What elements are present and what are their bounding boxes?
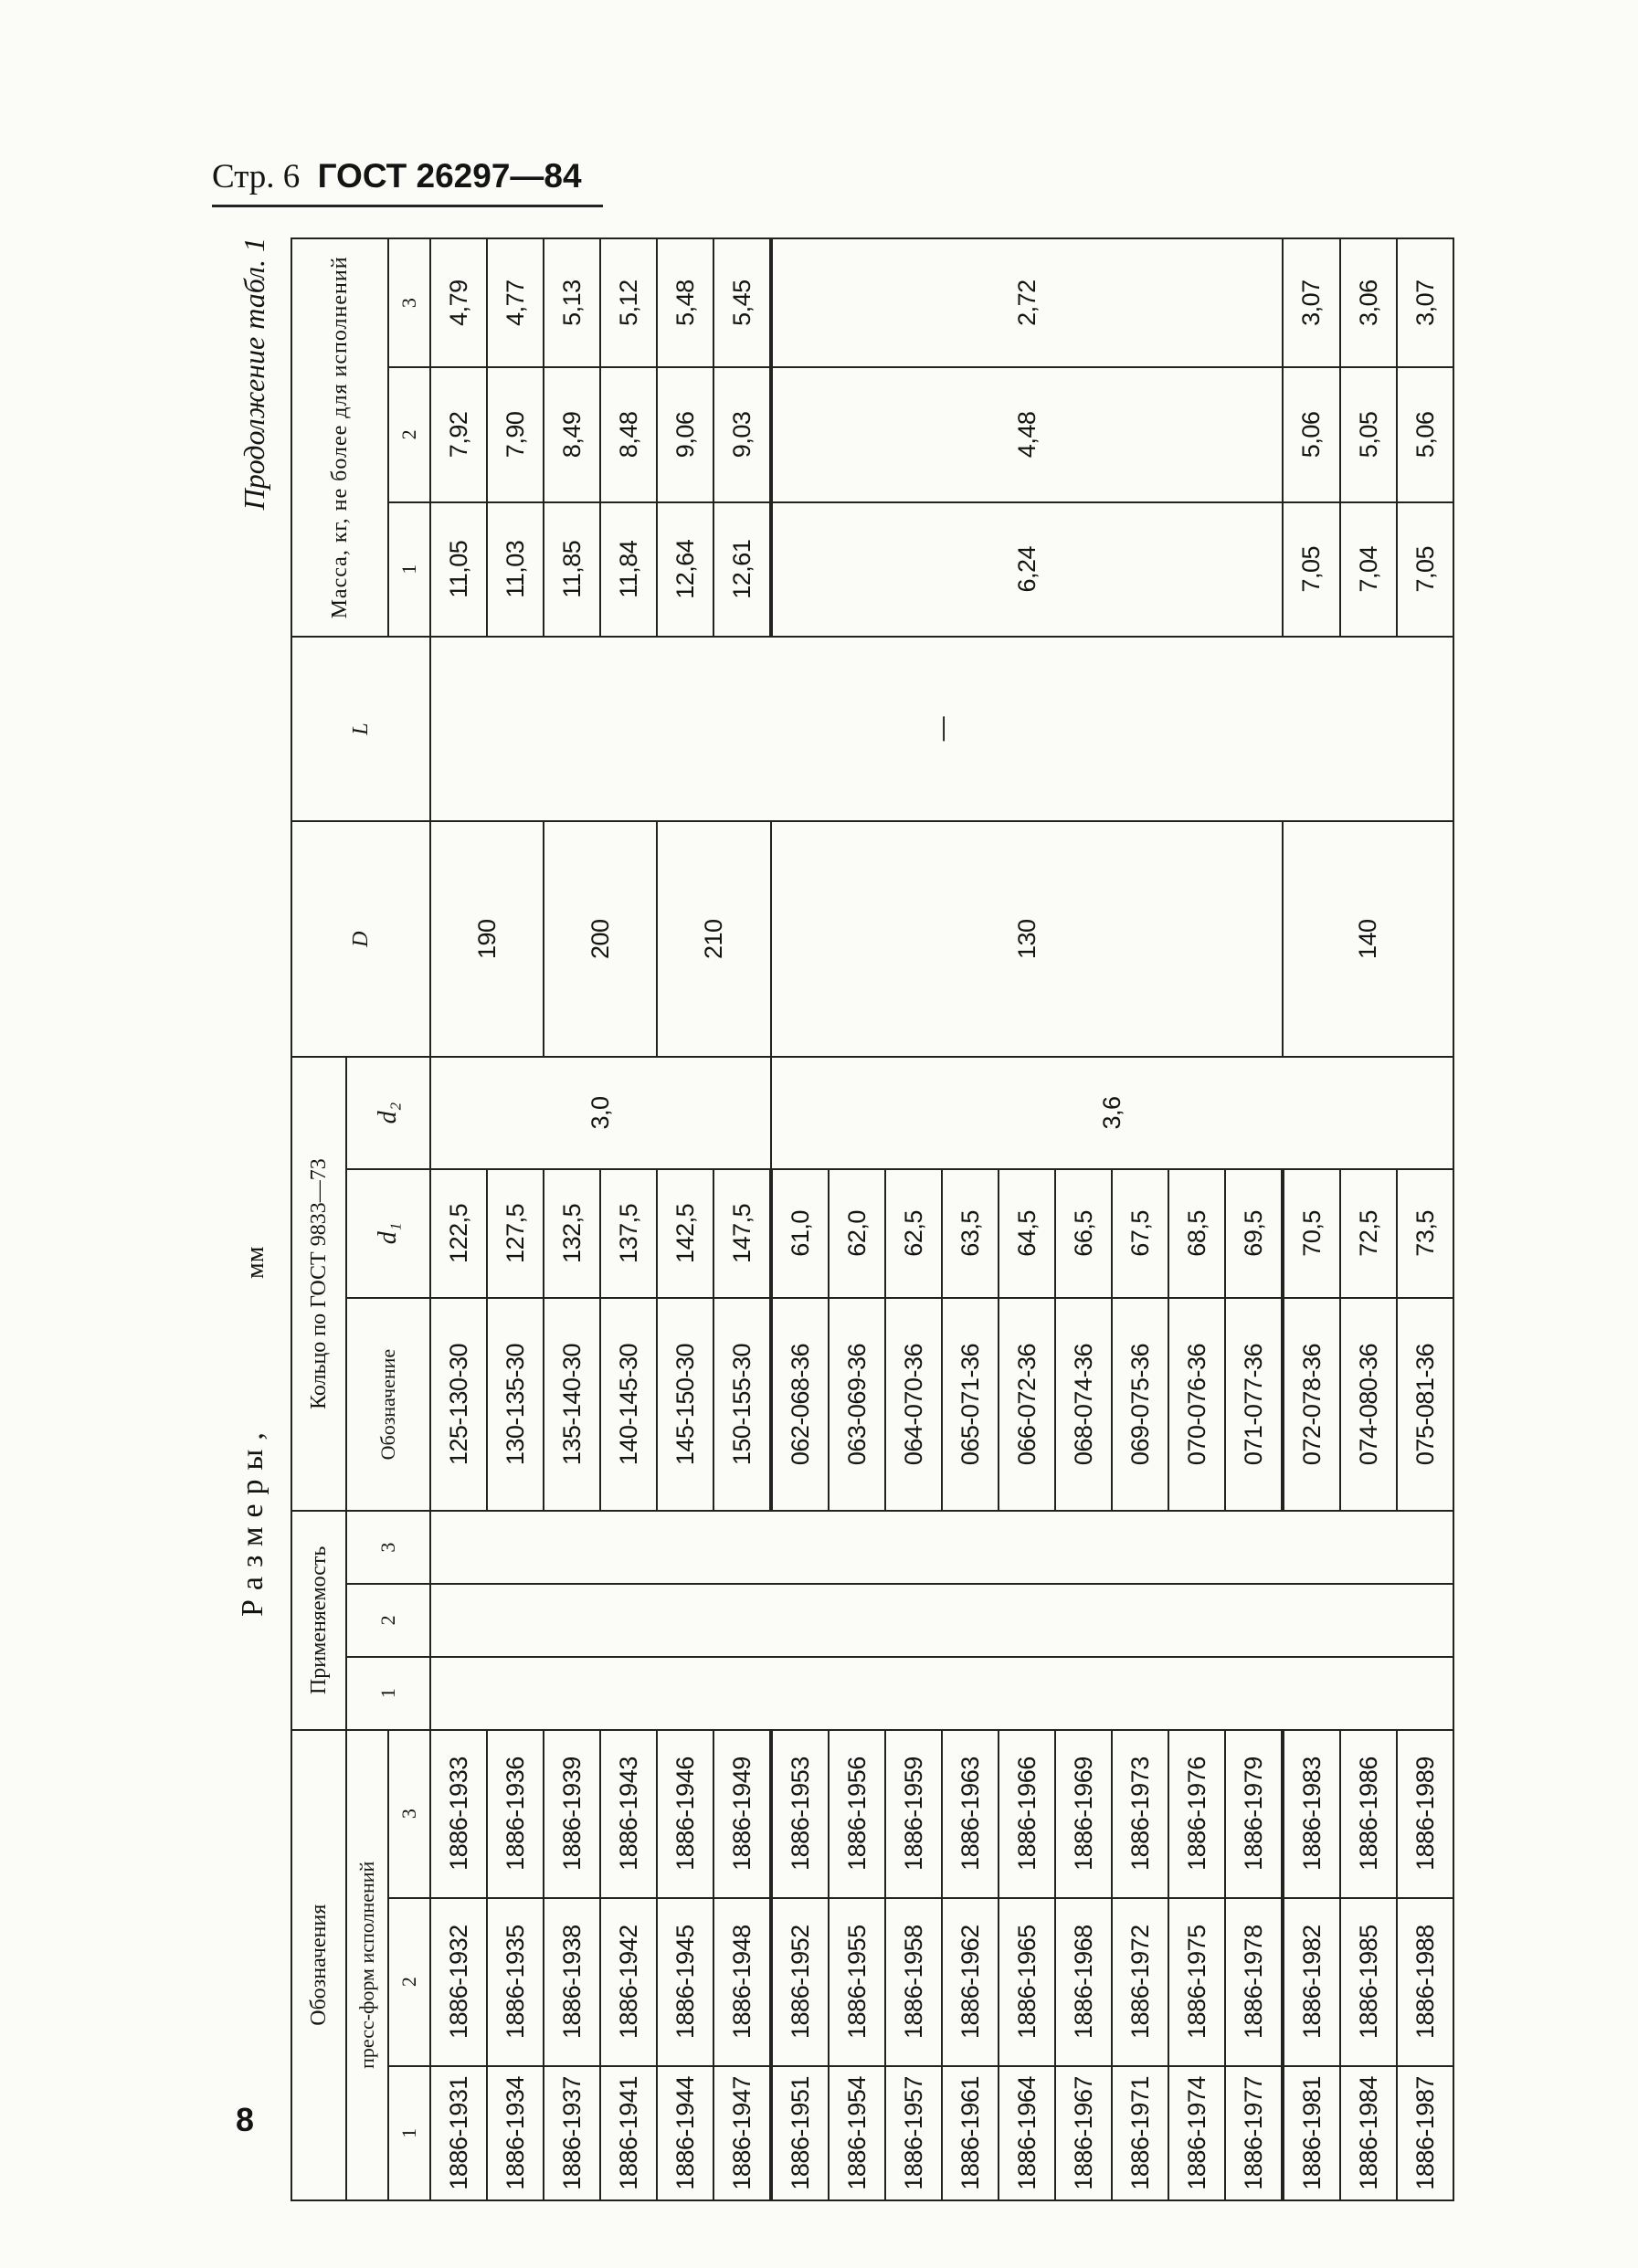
press-form-1: 1886-1984 xyxy=(1340,2066,1397,2200)
mass-1: 7,05 xyxy=(1397,502,1453,637)
ring-d1: 68,5 xyxy=(1168,1169,1225,1298)
table-row xyxy=(1283,238,1340,2200)
applicability-1 xyxy=(430,1657,1453,1730)
table-row xyxy=(771,238,829,2200)
mass-3: 3,07 xyxy=(1283,238,1340,367)
table-wrap xyxy=(291,237,1454,2201)
table-caption xyxy=(228,237,283,2201)
press-form-3: 1886-1956 xyxy=(829,1730,885,1898)
mass-3: 4,77 xyxy=(487,238,544,367)
table-row xyxy=(1340,238,1397,2200)
press-form-1: 1886-1961 xyxy=(942,2066,999,2200)
ring-d1: 66,5 xyxy=(1055,1169,1112,1298)
table-title: Размеры, xyxy=(236,1423,269,1617)
mass-2: 5,05 xyxy=(1340,367,1397,501)
press-form-2: 1886-1945 xyxy=(657,1898,713,2066)
mass-3: 4,79 xyxy=(430,238,487,367)
gost-label: ГОСТ 26297—84 xyxy=(317,157,582,195)
press-form-2: 1886-1985 xyxy=(1340,1898,1397,2066)
ring-designation: 065-071-36 xyxy=(942,1298,999,1511)
dimensions-table xyxy=(291,237,1454,2201)
press-form-1: 1886-1977 xyxy=(1225,2066,1283,2200)
ring-d2-group-b: 3,6 xyxy=(771,1057,1453,1169)
ring-designation: 130-135-30 xyxy=(487,1298,544,1511)
ring-d1: 70,5 xyxy=(1283,1169,1340,1298)
header-press-1: 1 xyxy=(388,2066,430,2200)
press-form-2: 1886-1988 xyxy=(1397,1898,1453,2066)
applicability-2 xyxy=(430,1584,1453,1657)
press-form-3: 1886-1946 xyxy=(657,1730,713,1898)
press-form-3: 1886-1933 xyxy=(430,1730,487,1898)
header-press-2: 2 xyxy=(388,1898,430,2066)
press-form-2: 1886-1975 xyxy=(1168,1898,1225,2066)
press-form-1: 1886-1981 xyxy=(1283,2066,1340,2200)
ring-d1: 122,5 xyxy=(430,1169,487,1298)
header-mass: Масса, кг, не более для исполнений xyxy=(291,238,388,637)
mass-1: 7,05 xyxy=(1283,502,1340,637)
press-form-2: 1886-1952 xyxy=(771,1898,829,2066)
ring-d1: 127,5 xyxy=(487,1169,544,1298)
press-form-2: 1886-1932 xyxy=(430,1898,487,2066)
header-applic-1: 1 xyxy=(346,1657,430,1730)
press-form-3: 1886-1943 xyxy=(600,1730,657,1898)
mass-2: 5,06 xyxy=(1283,367,1340,501)
ring-designation: 140-145-30 xyxy=(600,1298,657,1511)
header-press-forms: пресс-форм исполнений xyxy=(346,1730,388,2200)
ring-d2-group-a: 3,0 xyxy=(430,1057,771,1169)
D-value-210: 210 xyxy=(657,821,771,1057)
page-label: Стр. 6 xyxy=(212,158,301,195)
press-form-1: 1886-1954 xyxy=(829,2066,885,2200)
ring-designation: 062-068-36 xyxy=(771,1298,829,1511)
press-form-1: 1886-1931 xyxy=(430,2066,487,2200)
press-form-1: 1886-1951 xyxy=(771,2066,829,2200)
ring-designation: 063-069-36 xyxy=(829,1298,885,1511)
mass-2: 8,48 xyxy=(600,367,657,501)
D-value-190: 190 xyxy=(430,821,544,1057)
mass-group-3: 2,72 xyxy=(771,238,1283,367)
D-value-130: 130 xyxy=(771,821,1283,1057)
press-form-1: 1886-1941 xyxy=(600,2066,657,2200)
ring-designation: 070-076-36 xyxy=(1168,1298,1225,1511)
table-row xyxy=(713,238,771,2200)
D-value-200: 200 xyxy=(544,821,657,1057)
press-form-3: 1886-1959 xyxy=(885,1730,942,1898)
applicability-3 xyxy=(430,1511,1453,1584)
header-applicability: Применяемость xyxy=(291,1511,346,1729)
press-form-2: 1886-1958 xyxy=(885,1898,942,2066)
press-form-1: 1886-1947 xyxy=(713,2066,771,2200)
page-header xyxy=(212,157,582,196)
mass-3: 5,12 xyxy=(600,238,657,367)
ring-designation: 074-080-36 xyxy=(1340,1298,1397,1511)
ring-designation: 145-150-30 xyxy=(657,1298,713,1511)
press-form-1: 1886-1987 xyxy=(1397,2066,1453,2200)
press-form-1: 1886-1957 xyxy=(885,2066,942,2200)
mass-1: 11,05 xyxy=(430,502,487,637)
table-row xyxy=(1397,238,1453,2200)
header-d2: d₂ xyxy=(346,1057,430,1169)
ring-d1: 137,5 xyxy=(600,1169,657,1298)
header-mass-1: 1 xyxy=(388,502,430,637)
header-applic-2: 2 xyxy=(346,1584,430,1657)
press-form-1: 1886-1974 xyxy=(1168,2066,1225,2200)
ring-designation: 068-074-36 xyxy=(1055,1298,1112,1511)
ring-designation: 071-077-36 xyxy=(1225,1298,1283,1511)
press-form-1: 1886-1937 xyxy=(544,2066,600,2200)
press-form-3: 1886-1963 xyxy=(942,1730,999,1898)
ring-d1: 62,5 xyxy=(885,1169,942,1298)
ring-designation: 125-130-30 xyxy=(430,1298,487,1511)
ring-designation: 069-075-36 xyxy=(1112,1298,1168,1511)
ring-d1: 61,0 xyxy=(771,1169,829,1298)
press-form-3: 1886-1966 xyxy=(999,1730,1055,1898)
mass-1: 11,85 xyxy=(544,502,600,637)
mass-1: 12,61 xyxy=(713,502,771,637)
ring-d1: 142,5 xyxy=(657,1169,713,1298)
ring-designation: 064-070-36 xyxy=(885,1298,942,1511)
header-press-3: 3 xyxy=(388,1730,430,1898)
press-form-3: 1886-1983 xyxy=(1283,1730,1340,1898)
ring-d1: 62,0 xyxy=(829,1169,885,1298)
press-form-2: 1886-1965 xyxy=(999,1898,1055,2066)
table-header xyxy=(291,238,430,2200)
press-form-2: 1886-1972 xyxy=(1112,1898,1168,2066)
header-applic-3: 3 xyxy=(346,1511,430,1584)
D-value-140: 140 xyxy=(1283,821,1453,1057)
ring-designation: 135-140-30 xyxy=(544,1298,600,1511)
press-form-3: 1886-1953 xyxy=(771,1730,829,1898)
press-form-3: 1886-1949 xyxy=(713,1730,771,1898)
mass-group-1: 6,24 xyxy=(771,502,1283,637)
header-ring-designation: Обозначение xyxy=(346,1298,430,1511)
header-mass-3: 3 xyxy=(388,238,430,367)
mass-2: 8,49 xyxy=(544,367,600,501)
press-form-1: 1886-1964 xyxy=(999,2066,1055,2200)
header-d1: d₁ xyxy=(346,1169,430,1298)
press-form-2: 1886-1982 xyxy=(1283,1898,1340,2066)
ring-d1: 69,5 xyxy=(1225,1169,1283,1298)
press-form-1: 1886-1967 xyxy=(1055,2066,1112,2200)
press-form-1: 1886-1944 xyxy=(657,2066,713,2200)
mass-1: 7,04 xyxy=(1340,502,1397,637)
ring-designation: 066-072-36 xyxy=(999,1298,1055,1511)
mass-3: 5,48 xyxy=(657,238,713,367)
mass-1: 12,64 xyxy=(657,502,713,637)
table-row xyxy=(657,238,713,2200)
press-form-1: 1886-1934 xyxy=(487,2066,544,2200)
table-row xyxy=(544,238,600,2200)
mass-3: 3,07 xyxy=(1397,238,1453,367)
mass-group-2: 4,48 xyxy=(771,367,1283,501)
press-form-3: 1886-1936 xyxy=(487,1730,544,1898)
press-form-2: 1886-1968 xyxy=(1055,1898,1112,2066)
press-form-2: 1886-1978 xyxy=(1225,1898,1283,2066)
mass-2: 7,92 xyxy=(430,367,487,501)
press-form-3: 1886-1989 xyxy=(1397,1730,1453,1898)
ring-d1: 63,5 xyxy=(942,1169,999,1298)
ring-d1: 147,5 xyxy=(713,1169,771,1298)
page-number: 8 xyxy=(236,2101,255,2138)
ring-designation: 150-155-30 xyxy=(713,1298,771,1511)
table-units: мм xyxy=(241,1246,269,1279)
mass-2: 9,06 xyxy=(657,367,713,501)
mass-3: 3,06 xyxy=(1340,238,1397,367)
mass-2: 7,90 xyxy=(487,367,544,501)
rotated-table-area xyxy=(228,237,1507,2201)
press-form-2: 1886-1942 xyxy=(600,1898,657,2066)
ring-designation: 072-078-36 xyxy=(1283,1298,1340,1511)
table-continuation: Продолжение табл. 1 xyxy=(238,237,270,511)
table-row xyxy=(430,238,487,2200)
press-form-3: 1886-1986 xyxy=(1340,1730,1397,1898)
press-form-3: 1886-1969 xyxy=(1055,1730,1112,1898)
press-form-1: 1886-1971 xyxy=(1112,2066,1168,2200)
mass-3: 5,45 xyxy=(713,238,771,367)
press-form-2: 1886-1962 xyxy=(942,1898,999,2066)
mass-2: 5,06 xyxy=(1397,367,1453,501)
header-L: L xyxy=(291,637,430,822)
press-form-3: 1886-1979 xyxy=(1225,1730,1283,1898)
header-mass-2: 2 xyxy=(388,367,430,501)
mass-1: 11,84 xyxy=(600,502,657,637)
header-designations: Обозначения xyxy=(291,1730,346,2200)
table-row xyxy=(487,238,544,2200)
ring-d1: 72,5 xyxy=(1340,1169,1397,1298)
mass-3: 5,13 xyxy=(544,238,600,367)
header-ring: Кольцо по ГОСТ 9833—73 xyxy=(291,1057,346,1511)
press-form-3: 1886-1939 xyxy=(544,1730,600,1898)
table-body xyxy=(430,238,1453,2200)
press-form-3: 1886-1973 xyxy=(1112,1730,1168,1898)
ring-d1: 64,5 xyxy=(999,1169,1055,1298)
press-form-2: 1886-1938 xyxy=(544,1898,600,2066)
header-rule xyxy=(212,205,603,207)
ring-d1: 67,5 xyxy=(1112,1169,1168,1298)
ring-d1: 132,5 xyxy=(544,1169,600,1298)
press-form-3: 1886-1976 xyxy=(1168,1730,1225,1898)
L-value: — xyxy=(430,637,1453,822)
mass-2: 9,03 xyxy=(713,367,771,501)
ring-designation: 075-081-36 xyxy=(1397,1298,1453,1511)
table-row xyxy=(600,238,657,2200)
header-D: D xyxy=(291,821,430,1057)
press-form-2: 1886-1935 xyxy=(487,1898,544,2066)
press-form-2: 1886-1948 xyxy=(713,1898,771,2066)
mass-1: 11,03 xyxy=(487,502,544,637)
ring-d1: 73,5 xyxy=(1397,1169,1453,1298)
press-form-2: 1886-1955 xyxy=(829,1898,885,2066)
